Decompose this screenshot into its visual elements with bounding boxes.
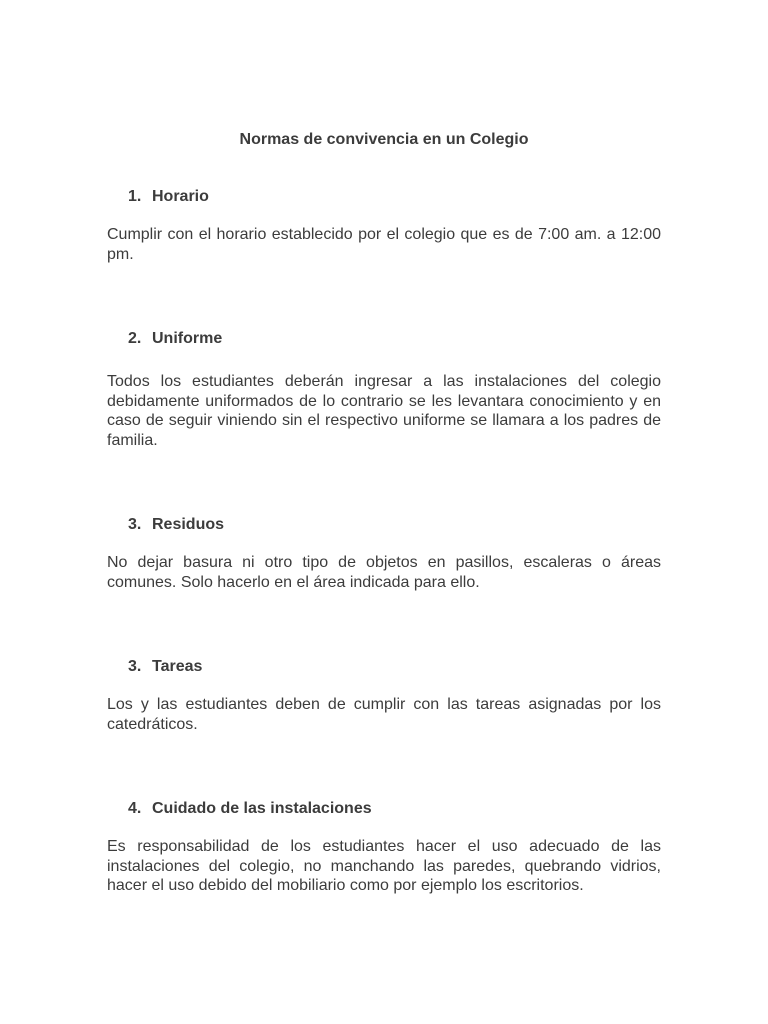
section-heading-tareas bbox=[128, 657, 202, 677]
section-heading-residuos bbox=[128, 515, 224, 535]
section-title: Horario bbox=[152, 188, 209, 205]
page-title: Normas de convivencia en un Colegio bbox=[239, 131, 529, 148]
section-body-residuos: No dejar basura ni otro tipo de objetos en pasillos, escaleras o áreas comunes. Solo hacerlo en el área indicada para ello. bbox=[107, 554, 661, 591]
section-body-cuidado: Es responsabilidad de los estudiantes hacer el uso adecuado de las instalaciones del colegio, no manchando las paredes, quebrando vidrios, hacer el uso debido del mobiliario como por ejemplo los escritorios. bbox=[107, 838, 661, 894]
section-number: 3. bbox=[128, 516, 142, 533]
section-title: Tareas bbox=[152, 658, 203, 675]
section-heading-horario bbox=[128, 187, 209, 207]
section-number: 3. bbox=[128, 658, 142, 675]
section-heading-cuidado bbox=[128, 799, 372, 819]
section-title: Cuidado de las instalaciones bbox=[152, 800, 372, 817]
section-body-uniforme: Todos los estudiantes deberán ingresar a las instalaciones del colegio debidamente uniformados de lo contrario se les levantara conocimiento y en caso de seguir viniendo sin el respectivo uniforme se llamara a los padres de familia. bbox=[107, 373, 661, 449]
section-title: Residuos bbox=[152, 516, 225, 533]
section-number: 2. bbox=[128, 330, 142, 347]
section-heading-uniforme bbox=[128, 329, 222, 349]
section-body-tareas: Los y las estudiantes deben de cumplir con las tareas asignadas por los catedráticos. bbox=[107, 696, 661, 733]
section-number: 4. bbox=[128, 800, 142, 817]
section-number: 1. bbox=[128, 188, 142, 205]
section-title: Uniforme bbox=[152, 330, 223, 347]
section-body-horario: Cumplir con el horario establecido por el colegio que es de 7:00 am. a 12:00 pm. bbox=[107, 226, 661, 263]
